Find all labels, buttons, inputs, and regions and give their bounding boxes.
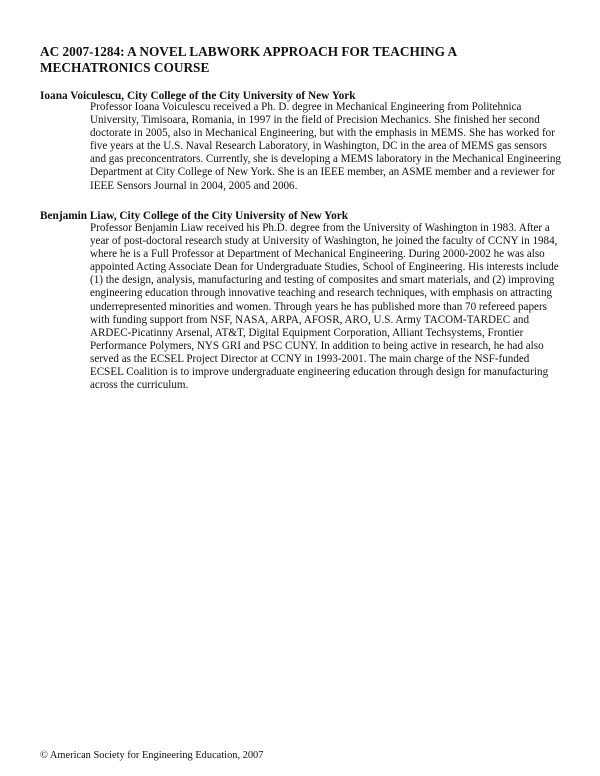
author-name-liaw: Benjamin Liaw, City College of the City University of New York <box>40 210 349 222</box>
author-name-voiculescu: Ioana Voiculescu, City College of the City University of New York <box>40 90 356 102</box>
paper-title: AC 2007-1284: A NOVEL LABWORK APPROACH FOR TEACHING A MECHATRONICS COURSE <box>40 44 457 75</box>
author-bio-liaw: Professor Benjamin Liaw received his Ph.D. degree from the University of Washington in 1983. After a year of post-doctoral research study at University of Washington, he joined the faculty of CCNY in 1984, where he is a Full Professor at Department of Mechanical Engineering. During 2000-2002 he was also appointed Acting Associate Dean for Undergraduate Studies, School of Engineering. His interests include (1) the design, analysis, manufacturing and testing of composites and smart materials, and (2) improving engineering education through innovative teaching and research techniques, with emphasis on attracting underrepresented minorities and women. Through years he has published more than 70 refereed papers with funding support from NSF, NASA, ARPA, AFOSR, ARO, U.S. Army TACOM-TARDEC and ARDEC-Picatinny Arsenal, AT&T, Digital Equipment Corporation, Alliant Techsystems, Frontier Performance Polymers, NYS GRI and PSC CUNY. In addition to being active in research, he had also served as the ECSEL Project Director at CCNY in 1993-2001. The main charge of the NSF-funded ECSEL Coalition is to improve undergraduate engineering education through design for manufacturing across the curriculum. <box>90 222 559 392</box>
copyright-footer: © American Society for Engineering Education, 2007 <box>40 750 264 761</box>
author-bio-voiculescu: Professor Ioana Voiculescu received a Ph. D. degree in Mechanical Engineering from Politehnica University, Timisoara, Romania, in 1997 in the field of Precision Mechanics. She finished her second doctorate in 2005, also in Mechanical Engineering, but with the emphasis in MEMS. She has worked for five years at the U.S. Naval Research Laboratory, in Washington, DC in the area of MEMS gas sensors and gas preconcentrators. Currently, she is developing a MEMS laboratory in the Mechanical Engineering Department at City College of New York. She is an IEEE member, an ASME member and a reviewer for IEEE Sensors Journal in 2004, 2005 and 2006. <box>90 101 561 192</box>
